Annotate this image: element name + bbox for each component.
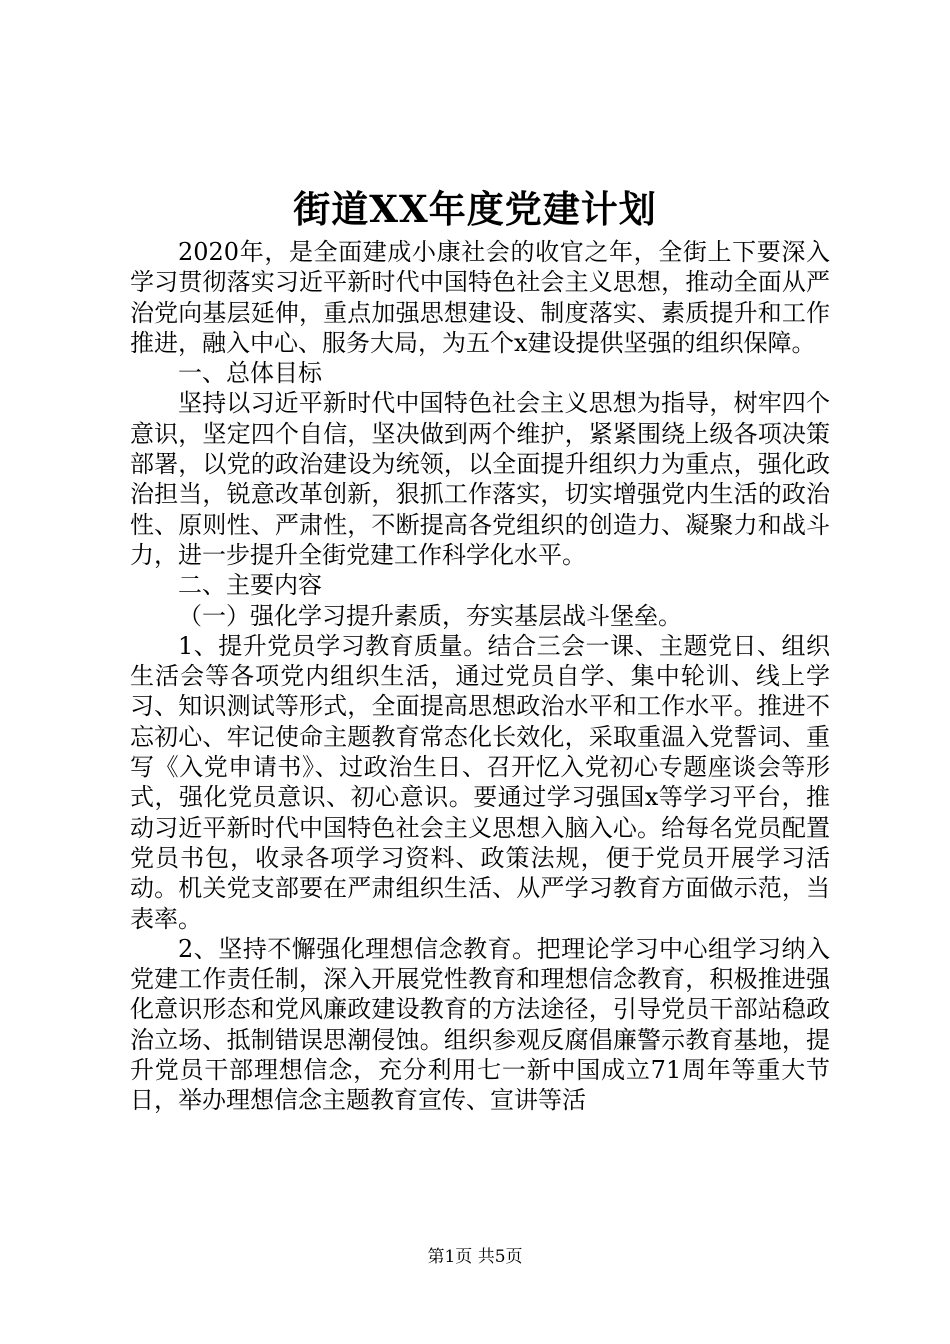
heading-overall-goal: 一、总体目标	[178, 359, 322, 388]
paragraph-overall-goal: 坚持以习近平新时代中国特色社会主义思想为指导，树牢四个意识，坚定四个自信，坚决做到两个维护，紧紧围绕上级各项决策部署，以党的政治建设为统领，以全面提升组织力为重点，强化政治担当，锐意改革创新，狠抓工作落实，切实增强党内生活的政治性、原则性、严肃性，不断提高各党组织的创造力、凝聚力和战斗力，进一步提升全街党建工作科学化水平。	[130, 389, 830, 569]
paragraph-intro: 2020年，是全面建成小康社会的收官之年，全街上下要深入学习贯彻落实习近平新时代中国特色社会主义思想，推动全面从严治党向基层延伸，重点加强思想建设、制度落实、素质提升和工作推进，融入中心、服务大局，为五个x建设提供坚强的组织保障。	[130, 238, 830, 357]
subheading-study: （一）强化学习提升素质，夯实基层战斗堡垒。	[178, 601, 682, 630]
paragraph-item-2: 2、坚持不懈强化理想信念教育。把理论学习中心组学习纳入党建工作责任制，深入开展党性教育和理想信念教育，积极推进强化意识形态和党风廉政建设教育的方法途径，引导党员干部站稳政治立场、抵制错误思潮侵蚀。组织参观反腐倡廉警示教育基地，提升党员干部理想信念，充分利用七一新中国成立71周年等重大节日，举办理想信念主题教育宣传、宣讲等活	[130, 934, 830, 1115]
page-number-footer: 第1页 共5页	[427, 1247, 523, 1267]
heading-main-content: 二、主要内容	[178, 571, 322, 600]
document-body	[130, 237, 830, 1116]
page-title: 街道XX年度党建计划	[293, 187, 657, 231]
paragraph-item-1: 1、提升党员学习教育质量。结合三会一课、主题党日、组织生活会等各项党内组织生活，通过党员自学、集中轮训、线上学习、知识测试等形式，全面提高思想政治水平和工作水平。推进不忘初心、牢记使命主题教育常态化长效化，采取重温入党誓词、重写《入党申请书》、过政治生日、召开忆入党初心专题座谈会等形式，强化党员意识、初心意识。要通过学习强国x等学习平台，推动习近平新时代中国特色社会主义思想入脑入心。给每名党员配置党员书包，收录各项学习资料、政策法规，便于党员开展学习活动。机关党支部要在严肃组织生活、从严学习教育方面做示范，当表率。	[130, 631, 830, 933]
